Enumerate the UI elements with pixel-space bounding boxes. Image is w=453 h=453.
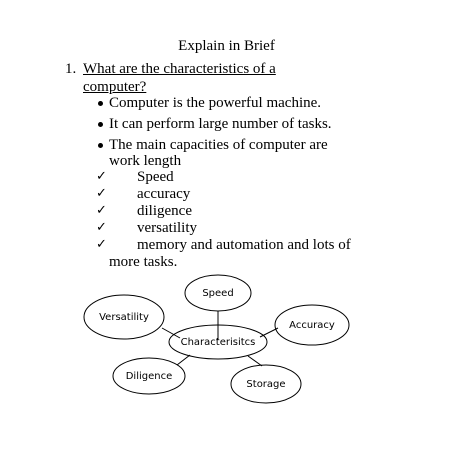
check-icon: ✓ [96, 186, 107, 201]
bullet-item: Computer is the powerful machine. [109, 95, 322, 111]
center-node-label: Characterisitcs [180, 337, 256, 348]
node-label-storage: Storage [246, 379, 286, 390]
question-text-line1: What are the characteristics of a [83, 61, 276, 77]
check-item: diligence [137, 203, 192, 219]
check-item-continuation: more tasks. [109, 254, 178, 270]
check-icon: ✓ [96, 220, 107, 235]
connector-diligence [177, 355, 190, 365]
check-icon: ✓ [96, 237, 107, 252]
node-label-speed: Speed [202, 288, 234, 299]
question-text-line2: computer? [83, 79, 147, 95]
node-label-diligence: Diligence [125, 371, 173, 382]
node-label-accuracy: Accuracy [289, 320, 335, 331]
check-item: memory and automation and lots of [137, 237, 351, 253]
connector-storage [248, 356, 262, 366]
check-icon: ✓ [96, 169, 107, 184]
check-item: Speed [137, 169, 174, 185]
check-item: versatility [137, 220, 197, 236]
check-item: accuracy [137, 186, 191, 202]
bullet-item: It can perform large number of tasks. [109, 116, 332, 132]
node-label-versatility: Versatility [99, 312, 149, 323]
page-title: Explain in Brief [178, 38, 275, 54]
check-icon: ✓ [96, 203, 107, 218]
bullet-item-continuation: work length [109, 153, 182, 169]
bullet-item: The main capacities of computer are [109, 137, 328, 153]
question-number: 1. [65, 61, 77, 77]
